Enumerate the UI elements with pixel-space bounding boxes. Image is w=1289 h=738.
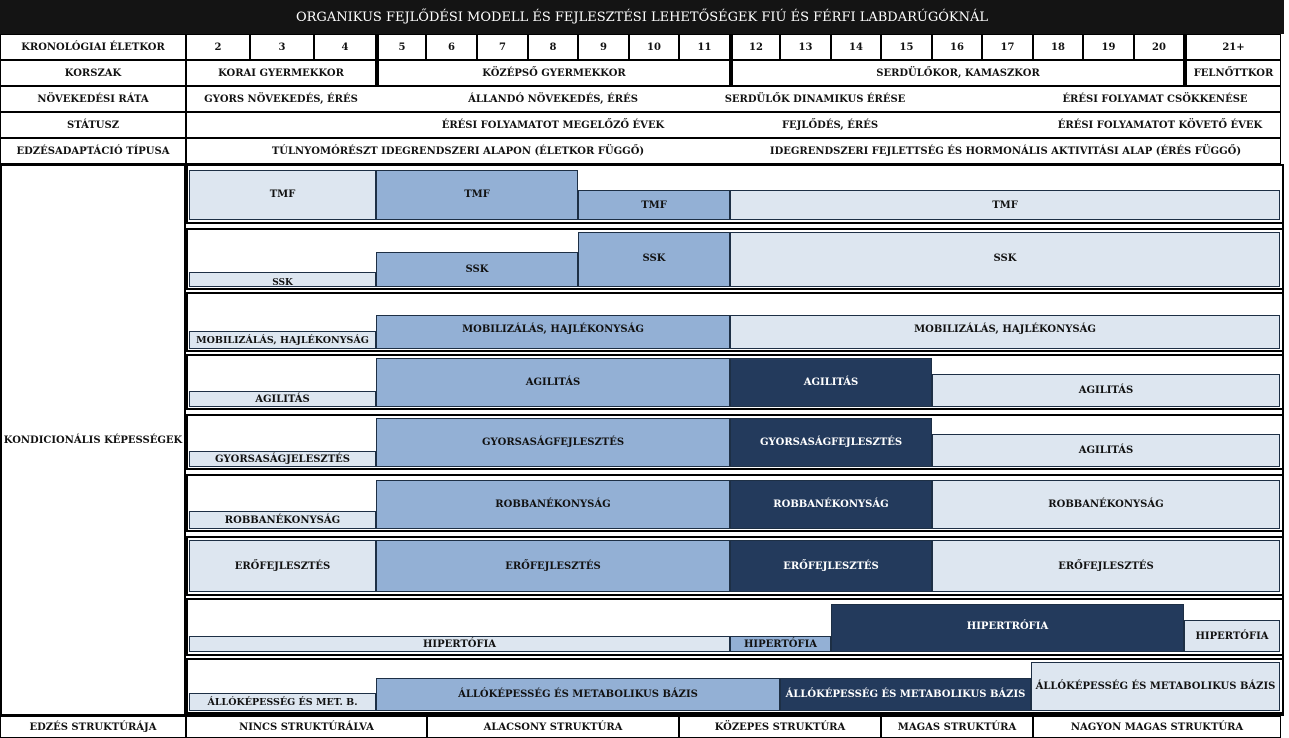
growth-cell: SERDÜLŐK DINAMIKUS ÉRÉSE bbox=[724, 93, 906, 105]
period-cell: KORAI GYERMEKKOR bbox=[186, 60, 376, 86]
period-cell: KÖZÉPSŐ GYERMEKKOR bbox=[376, 60, 730, 86]
age-cell: 15 bbox=[881, 34, 932, 60]
mobility-bar-adolescence: MOBILIZÁLÁS, HAJLÉKONYSÁG bbox=[730, 315, 1280, 349]
agility-bar-middle: AGILITÁS bbox=[376, 358, 730, 407]
age-cell: 9 bbox=[578, 34, 629, 60]
age-cell: 17 bbox=[982, 34, 1033, 60]
age-cell: 13 bbox=[780, 34, 831, 60]
footer-cell: NAGYON MAGAS STRUKTÚRA bbox=[1033, 716, 1281, 738]
side-label: KONDICIONÁLIS KÉPESSÉGEK bbox=[3, 434, 183, 446]
strength-bar-late: ERŐFEJLESZTÉS bbox=[932, 540, 1280, 592]
page-title bbox=[0, 0, 1284, 34]
age-cell: 2 bbox=[186, 34, 250, 60]
age-cell: 12 bbox=[730, 34, 780, 60]
status-cell: ÉRÉSI FOLYAMATOT MEGELŐZŐ ÉVEK bbox=[441, 119, 665, 131]
tmf-bar-late-middle: TMF bbox=[578, 190, 730, 220]
ssk-bar-late-middle: SSK bbox=[578, 232, 730, 287]
ssk-bar-early: SSK bbox=[189, 272, 376, 287]
speed-bar-peak: GYORSASÁGFEJLESZTÉS bbox=[730, 418, 932, 467]
endurance-bar-late: ÁLLÓKÉPESSÉG ÉS METABOLIKUS BÁZIS bbox=[1031, 662, 1280, 711]
age-cell: 14 bbox=[831, 34, 881, 60]
strength-bar-peak: ERŐFEJLESZTÉS bbox=[730, 540, 932, 592]
tmf-bar-middle: TMF bbox=[376, 170, 578, 220]
status-row-label: STÁTUSZ bbox=[0, 112, 186, 138]
age-cell: 20 bbox=[1134, 34, 1184, 60]
growth-row-label: NÖVEKEDÉSI RÁTA bbox=[0, 86, 186, 112]
agility-bar-peak: AGILITÁS bbox=[730, 358, 932, 407]
explosive-bar-early: ROBBANÉKONYSÁG bbox=[189, 511, 376, 529]
mobility-bar-middle: MOBILIZÁLÁS, HAJLÉKONYSÁG bbox=[376, 315, 730, 349]
growth-cell: GYORS NÖVEKEDÉS, ÉRÉS bbox=[204, 93, 358, 105]
endurance-bar-early: ÁLLÓKÉPESSÉG ÉS MET. B. bbox=[189, 693, 376, 711]
age-cell: 11 bbox=[679, 34, 730, 60]
age-cell: 21+ bbox=[1184, 34, 1281, 60]
tmf-bar-early: TMF bbox=[189, 170, 376, 220]
age-cell: 19 bbox=[1083, 34, 1134, 60]
footer-cell: ALACSONY STRUKTÚRA bbox=[427, 716, 679, 738]
period-row-label: KORSZAK bbox=[0, 60, 186, 86]
age-cell: 6 bbox=[426, 34, 477, 60]
growth-cell: ÁLLANDÓ NÖVEKEDÉS, ÉRÉS bbox=[468, 93, 638, 105]
title-text: ORGANIKUS FEJLŐDÉSI MODELL ÉS FEJLESZTÉSI LEHETŐSÉGEK FIÚ ÉS FÉRFI LABDARÚGÓKNÁL bbox=[295, 9, 989, 25]
hypertrophy-bar-early: HIPERTÓFIA bbox=[189, 636, 730, 652]
status-cell: FEJLŐDÉS, ÉRÉS bbox=[781, 119, 879, 131]
tmf-bar-adolescence: TMF bbox=[730, 190, 1280, 220]
status-cell: ÉRÉSI FOLYAMATOT KÖVETŐ ÉVEK bbox=[1057, 119, 1263, 131]
hypertrophy-bar-middle: HIPERTÓFIA bbox=[730, 636, 831, 652]
speed-bar-early: GYORSASÁGJELESZTÉS bbox=[189, 451, 376, 467]
endurance-bar-peak: ÁLLÓKÉPESSÉG ÉS METABOLIKUS BÁZIS bbox=[780, 678, 1031, 711]
footer-cell: KÖZEPES STRUKTÚRA bbox=[679, 716, 881, 738]
age-cell: 5 bbox=[376, 34, 426, 60]
explosive-bar-middle: ROBBANÉKONYSÁG bbox=[376, 480, 730, 529]
age-row-label: KRONOLÓGIAI ÉLETKOR bbox=[0, 34, 186, 60]
footer-cell: MAGAS STRUKTÚRA bbox=[881, 716, 1033, 738]
explosive-bar-peak: ROBBANÉKONYSÁG bbox=[730, 480, 932, 529]
footer-label: EDZÉS STRUKTÚRÁJA bbox=[0, 716, 186, 738]
age-cell: 8 bbox=[528, 34, 578, 60]
strength-bar-middle: ERŐFEJLESZTÉS bbox=[376, 540, 730, 592]
endurance-bar-middle: ÁLLÓKÉPESSÉG ÉS METABOLIKUS BÁZIS bbox=[376, 678, 780, 711]
age-cell: 4 bbox=[314, 34, 376, 60]
agility-bar-late: AGILITÁS bbox=[932, 374, 1280, 407]
growth-cell: ÉRÉSI FOLYAMAT CSÖKKENÉSE bbox=[1062, 93, 1248, 105]
adapt-row-label: EDZÉSADAPTÁCIÓ TÍPUSA bbox=[0, 138, 186, 164]
age-cell: 3 bbox=[250, 34, 314, 60]
hypertrophy-bar-late: HIPERTÓFIA bbox=[1184, 620, 1280, 652]
mobility-bar-early: MOBILIZÁLÁS, HAJLÉKONYSÁG bbox=[189, 331, 376, 349]
age-cell: 7 bbox=[477, 34, 528, 60]
age-cell: 18 bbox=[1033, 34, 1083, 60]
period-cell: SERDÜLŐKOR, KAMASZKOR bbox=[730, 60, 1184, 86]
ssk-bar-adolescence: SSK bbox=[730, 232, 1280, 287]
ssk-bar-middle: SSK bbox=[376, 252, 578, 287]
strength-bar-early: ERŐFEJLESZTÉS bbox=[189, 540, 376, 592]
agility-bar-early: AGILITÁS bbox=[189, 391, 376, 407]
period-cell: FELNŐTTKOR bbox=[1184, 60, 1281, 86]
adapt-cell: IDEGRENDSZERI FEJLETTSÉG ÉS HORMONÁLIS AKTIVITÁSI ALAP (ÉRÉS FÜGGŐ) bbox=[769, 145, 1242, 157]
footer-cell: NINCS STRUKTÚRÁLVA bbox=[186, 716, 427, 738]
speed-bar-late: AGILITÁS bbox=[932, 434, 1280, 467]
adapt-cell: TÚLNYOMÓRÉSZT IDEGRENDSZERI ALAPON (ÉLETKOR FÜGGŐ) bbox=[271, 145, 645, 157]
age-cell: 16 bbox=[932, 34, 982, 60]
hypertrophy-bar-peak: HIPERTRÓFIA bbox=[831, 604, 1184, 652]
explosive-bar-late: ROBBANÉKONYSÁG bbox=[932, 480, 1280, 529]
age-cell: 10 bbox=[629, 34, 679, 60]
speed-bar-middle: GYORSASÁGFEJLESZTÉS bbox=[376, 418, 730, 467]
